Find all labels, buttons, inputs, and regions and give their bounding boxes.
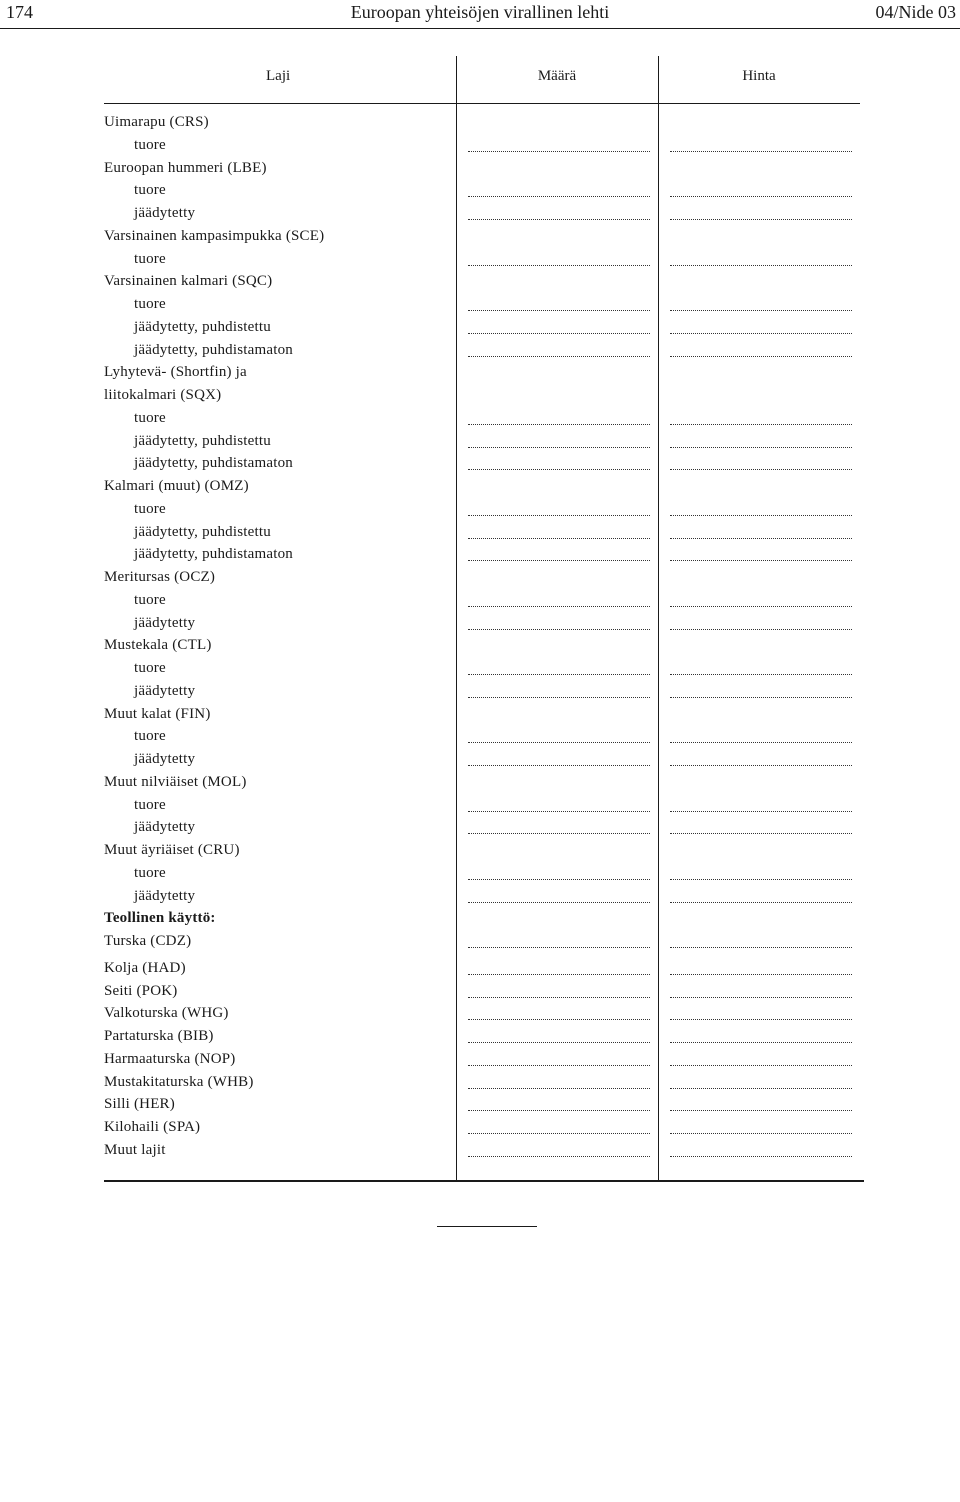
maara-fill-line bbox=[468, 1088, 650, 1089]
maara-fill-line bbox=[468, 1156, 650, 1157]
hinta-fill-line bbox=[670, 674, 852, 675]
table-row bbox=[104, 1028, 860, 1050]
variant-label: jäädytetty bbox=[134, 682, 196, 699]
maara-fill-line bbox=[468, 515, 650, 516]
maara-fill-line bbox=[468, 997, 650, 998]
species-label: Muut kalat (FIN) bbox=[104, 705, 211, 722]
maara-fill-line bbox=[468, 742, 650, 743]
maara-fill-line bbox=[468, 1065, 650, 1066]
hinta-fill-line bbox=[670, 1156, 852, 1157]
hinta-fill-line bbox=[670, 1042, 852, 1043]
table-row bbox=[104, 660, 860, 682]
column-header-laji: Laji bbox=[266, 68, 291, 84]
table-row bbox=[104, 1005, 860, 1027]
maara-fill-line bbox=[468, 1110, 650, 1111]
table-row bbox=[104, 114, 860, 136]
maara-fill-line bbox=[468, 674, 650, 675]
hinta-fill-line bbox=[670, 974, 852, 975]
table-row bbox=[104, 364, 860, 386]
table-row bbox=[104, 478, 860, 500]
table-row bbox=[104, 273, 860, 295]
table-row bbox=[104, 1142, 860, 1164]
variant-label: jäädytetty, puhdistettu bbox=[134, 318, 271, 335]
maara-fill-line bbox=[468, 447, 650, 448]
maara-fill-line bbox=[468, 606, 650, 607]
table-bottom-rule bbox=[104, 1180, 864, 1182]
hinta-fill-line bbox=[670, 538, 852, 539]
table-row bbox=[104, 983, 860, 1005]
species-label: Muut äyriäiset (CRU) bbox=[104, 842, 240, 858]
species-label: Lyhytevä- (Shortfin) ja bbox=[104, 364, 247, 381]
maara-fill-line bbox=[468, 833, 650, 834]
table-row bbox=[104, 524, 860, 546]
species-label: liitokalmari (SQX) bbox=[104, 387, 222, 403]
species-label: Turska (CDZ) bbox=[104, 933, 192, 949]
table-row bbox=[104, 387, 860, 409]
header-rule bbox=[0, 28, 960, 29]
header-underline bbox=[104, 103, 860, 104]
table-row bbox=[104, 615, 860, 637]
table-row bbox=[104, 751, 860, 773]
hinta-fill-line bbox=[670, 265, 852, 266]
hinta-fill-line bbox=[670, 765, 852, 766]
species-label: Harmaaturska (NOP) bbox=[104, 1050, 236, 1067]
table-row bbox=[104, 546, 860, 568]
variant-label: tuore bbox=[134, 660, 166, 676]
species-label: Partaturska (BIB) bbox=[104, 1028, 214, 1044]
species-label: Muut lajit bbox=[104, 1141, 166, 1158]
section-heading: Teollinen käyttö: bbox=[104, 910, 216, 927]
maara-fill-line bbox=[468, 1133, 650, 1134]
table-row bbox=[104, 319, 860, 341]
hinta-fill-line bbox=[670, 997, 852, 998]
table-row bbox=[104, 205, 860, 227]
hinta-fill-line bbox=[670, 629, 852, 630]
maara-fill-line bbox=[468, 356, 650, 357]
variant-label: jäädytetty, puhdistamaton bbox=[134, 341, 293, 358]
species-label: Meritursas (OCZ) bbox=[104, 569, 216, 585]
hinta-fill-line bbox=[670, 1019, 852, 1020]
page-header bbox=[0, 0, 960, 26]
variant-label: tuore bbox=[134, 728, 166, 745]
species-label: Uimarapu (CRS) bbox=[104, 114, 209, 130]
maara-fill-line bbox=[468, 697, 650, 698]
table-row bbox=[104, 251, 860, 273]
maara-fill-line bbox=[468, 219, 650, 220]
hinta-fill-line bbox=[670, 1088, 852, 1089]
table-row bbox=[104, 455, 860, 477]
hinta-fill-line bbox=[670, 469, 852, 470]
hinta-fill-line bbox=[670, 151, 852, 152]
hinta-fill-line bbox=[670, 902, 852, 903]
hinta-fill-line bbox=[670, 697, 852, 698]
hinta-fill-line bbox=[670, 447, 852, 448]
variant-label: tuore bbox=[134, 296, 166, 312]
species-label: Varsinainen kampasimpukka (SCE) bbox=[104, 227, 325, 244]
maara-fill-line bbox=[468, 265, 650, 266]
table-row bbox=[104, 182, 860, 204]
maara-fill-line bbox=[468, 560, 650, 561]
maara-fill-line bbox=[468, 1042, 650, 1043]
variant-label: tuore bbox=[134, 250, 166, 267]
maara-fill-line bbox=[468, 765, 650, 766]
variant-label: jäädytetty bbox=[134, 819, 196, 836]
maara-fill-line bbox=[468, 424, 650, 425]
species-label: Mustakitaturska (WHB) bbox=[104, 1073, 254, 1090]
column-header-maara: Määrä bbox=[537, 68, 577, 84]
table-row bbox=[104, 637, 860, 659]
table-row bbox=[104, 960, 860, 982]
maara-fill-line bbox=[468, 538, 650, 539]
column-header-hinta: Hinta bbox=[742, 68, 776, 84]
table-row bbox=[104, 228, 860, 250]
maara-fill-line bbox=[468, 196, 650, 197]
maara-fill-line bbox=[468, 902, 650, 903]
table-row bbox=[104, 1074, 860, 1096]
variant-label: jäädytetty bbox=[134, 205, 196, 221]
page-number: 174 bbox=[6, 2, 33, 22]
variant-label: jäädytetty bbox=[134, 614, 196, 631]
maara-fill-line bbox=[468, 879, 650, 880]
hinta-fill-line bbox=[670, 742, 852, 743]
maara-fill-line bbox=[468, 629, 650, 630]
hinta-fill-line bbox=[670, 833, 852, 834]
table-row bbox=[104, 569, 860, 591]
table-row bbox=[104, 842, 860, 864]
variant-label: jäädytetty, puhdistamaton bbox=[134, 546, 293, 563]
hinta-fill-line bbox=[670, 811, 852, 812]
species-label: Varsinainen kalmari (SQC) bbox=[104, 273, 273, 290]
table-row bbox=[104, 1119, 860, 1141]
table-row bbox=[104, 433, 860, 455]
species-label: Kilohaili (SPA) bbox=[104, 1119, 201, 1135]
hinta-fill-line bbox=[670, 947, 852, 948]
table-row bbox=[104, 728, 860, 750]
table-row bbox=[104, 1096, 860, 1118]
variant-label: tuore bbox=[134, 136, 166, 153]
species-label: Kalmari (muut) (OMZ) bbox=[104, 478, 249, 494]
hinta-fill-line bbox=[670, 424, 852, 425]
hinta-fill-line bbox=[670, 310, 852, 311]
maara-fill-line bbox=[468, 469, 650, 470]
journal-title: Euroopan yhteisöjen virallinen lehti bbox=[350, 2, 610, 22]
hinta-fill-line bbox=[670, 560, 852, 561]
variant-label: tuore bbox=[134, 409, 166, 426]
table-row bbox=[104, 706, 860, 728]
species-table bbox=[104, 56, 860, 1184]
hinta-fill-line bbox=[670, 196, 852, 197]
hinta-fill-line bbox=[670, 1065, 852, 1066]
species-label: Seiti (POK) bbox=[104, 982, 178, 999]
hinta-fill-line bbox=[670, 1133, 852, 1134]
maara-fill-line bbox=[468, 974, 650, 975]
maara-fill-line bbox=[468, 947, 650, 948]
maara-fill-line bbox=[468, 333, 650, 334]
issue-label: 04/Nide 03 bbox=[875, 2, 956, 22]
species-label: Valkoturska (WHG) bbox=[104, 1005, 229, 1022]
variant-label: tuore bbox=[134, 796, 166, 813]
table-row bbox=[104, 1051, 860, 1073]
hinta-fill-line bbox=[670, 333, 852, 334]
variant-label: tuore bbox=[134, 864, 166, 881]
table-row bbox=[104, 592, 860, 614]
variant-label: tuore bbox=[134, 591, 166, 608]
variant-label: jäädytetty bbox=[134, 751, 196, 767]
table-row bbox=[104, 160, 860, 182]
hinta-fill-line bbox=[670, 879, 852, 880]
variant-label: tuore bbox=[134, 182, 166, 199]
species-label: Kolja (HAD) bbox=[104, 959, 186, 976]
maara-fill-line bbox=[468, 310, 650, 311]
hinta-fill-line bbox=[670, 606, 852, 607]
variant-label: jäädytetty, puhdistamaton bbox=[134, 455, 293, 472]
maara-fill-line bbox=[468, 151, 650, 152]
table-row bbox=[104, 774, 860, 796]
hinta-fill-line bbox=[670, 515, 852, 516]
table-row bbox=[104, 342, 860, 364]
variant-label: jäädytetty, puhdistettu bbox=[134, 523, 271, 540]
species-label: Muut nilviäiset (MOL) bbox=[104, 773, 247, 790]
table-row bbox=[104, 933, 860, 955]
maara-fill-line bbox=[468, 811, 650, 812]
table-row bbox=[104, 296, 860, 318]
variant-label: tuore bbox=[134, 500, 166, 517]
table-row bbox=[104, 683, 860, 705]
table-row bbox=[104, 910, 860, 932]
table-row bbox=[104, 137, 860, 159]
variant-label: jäädytetty bbox=[134, 887, 196, 904]
maara-fill-line bbox=[468, 1019, 650, 1020]
table-row bbox=[104, 888, 860, 910]
table-row bbox=[104, 797, 860, 819]
variant-label: jäädytetty, puhdistettu bbox=[134, 432, 271, 449]
table-row bbox=[104, 819, 860, 841]
hinta-fill-line bbox=[670, 1110, 852, 1111]
species-label: Euroopan hummeri (LBE) bbox=[104, 159, 267, 176]
hinta-fill-line bbox=[670, 356, 852, 357]
hinta-fill-line bbox=[670, 219, 852, 220]
species-label: Mustekala (CTL) bbox=[104, 637, 212, 654]
table-row bbox=[104, 865, 860, 887]
species-label: Silli (HER) bbox=[104, 1096, 175, 1113]
table-row bbox=[104, 501, 860, 523]
footer-rule bbox=[437, 1226, 537, 1227]
table-row bbox=[104, 410, 860, 432]
